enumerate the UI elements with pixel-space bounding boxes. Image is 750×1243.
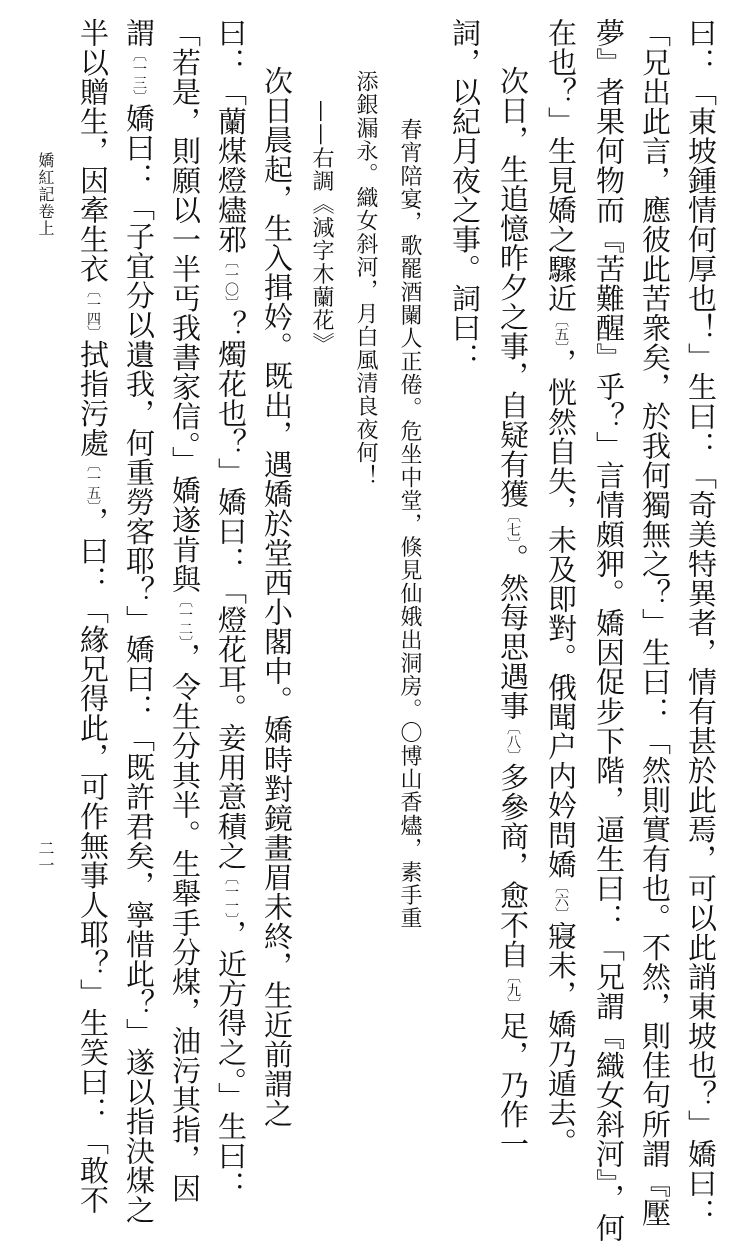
- text-run: ？燭花也？」嬌曰：: [214, 310, 248, 576]
- footnote-marker: 〔一〇〕: [223, 254, 239, 310]
- book-title: 嬌紅記卷上: [36, 152, 55, 237]
- text-run: 次日，生追憶昨夕之事，自疑有獲: [496, 66, 530, 509]
- text-run: 添銀漏永。織女斜河，月白風清良夜何！: [353, 70, 378, 488]
- poem-line: [354, 70, 376, 1106]
- text-run: ，曰：: [76, 506, 110, 595]
- text-run: 「東坡鍾情何厚也！」生曰：: [684, 77, 718, 461]
- text-column: [122, 18, 156, 1225]
- text-run: 曰：: [214, 18, 248, 77]
- footnote-marker: 〔七〕: [505, 508, 521, 544]
- text-run: 「兄出此言，應彼此苦衆矣，於我何獨無之？」生曰：: [638, 18, 672, 726]
- text-run: 「蘭煤燈燼邪: [214, 77, 248, 254]
- text-run: 在也？」生見嬌之驟近: [544, 18, 578, 313]
- footnote-marker: 〔一四〕: [85, 283, 101, 340]
- text-run: ——右調《減字木蘭花》: [309, 100, 334, 356]
- footnote-marker: 〔一一〕: [223, 870, 239, 920]
- text-column: [260, 66, 294, 1128]
- footnote-marker: 〔八〕: [505, 720, 521, 763]
- footnote-marker: 〔一三〕: [131, 47, 147, 104]
- tune-attribution: [310, 100, 332, 1136]
- text-run: 。然每思遇事: [496, 543, 530, 721]
- text-column: [544, 18, 578, 1157]
- poem-line: [398, 118, 420, 1154]
- text-run: 半以贈生，因牽生衣: [76, 18, 110, 284]
- text-run: 謂: [122, 18, 156, 48]
- text-column: [638, 18, 672, 1228]
- text-column: [592, 18, 626, 1243]
- text-run: 寢未，嬌乃遁去。: [544, 921, 578, 1157]
- text-run: 「奇美特異者，情有甚於此焉，可以此誚東坡也？」嬌曰：: [684, 460, 718, 1228]
- text-run: 「然則實有也。不然，則佳句所謂『壓: [638, 726, 672, 1228]
- text-run: 「敢不: [76, 1126, 110, 1215]
- footnote-marker: 〔九〕: [505, 969, 521, 1011]
- text-run: 詞，以紀月夜之事。詞曰：: [448, 18, 482, 372]
- footnote-marker: 〔一二〕: [177, 593, 193, 643]
- page-number-text: 二一: [36, 840, 55, 874]
- footnote-marker: 〔五〕: [553, 313, 569, 348]
- text-column: [496, 66, 530, 1159]
- footnote-marker: 〔六〕: [553, 879, 569, 921]
- text-run: 嬌曰：: [122, 103, 156, 192]
- running-header: [34, 152, 57, 237]
- text-column: [168, 18, 202, 1203]
- text-run: 「燈花耳。妾用意積之: [214, 575, 248, 871]
- text-run: ，令生分其半。生舉手分煤，油污其指，因: [168, 642, 202, 1203]
- text-run: 曰：: [684, 18, 718, 77]
- text-run: 「既許君矣，寧惜此？」遂以指決煤之: [122, 723, 156, 1225]
- text-run: 拭指污處: [76, 339, 110, 458]
- text-run: 「子宜分以遺我，何重勞客耶？」嬌曰：: [122, 192, 156, 723]
- page-number: [34, 840, 57, 874]
- text-run: 「緣兄得此，可作無事人耶？」生笑曰：: [76, 595, 110, 1126]
- text-column: [76, 18, 110, 1215]
- text-run: 多參商，愈不自: [496, 762, 530, 969]
- text-run: 足，乃作一: [496, 1011, 530, 1159]
- text-run: 「若是，則願以一半丐我書家信。」嬌遂肯與: [168, 18, 202, 594]
- text-run: 次日晨起，生入揖妗。既出，遇嬌於堂西小閣中。嬌時對鏡畫眉未終，生近前謂之: [260, 66, 294, 1128]
- footnote-marker: 〔一五〕: [85, 457, 101, 507]
- text-run: 夢』者果何物而『苦難醒』乎？」言情頗狎。嬌因促步下階，逼生曰：: [592, 18, 626, 933]
- text-column: [684, 18, 718, 1228]
- text-column: [448, 18, 482, 1054]
- text-run: ，恍然自失，未及即對。俄聞户内妗問嬌: [544, 348, 578, 879]
- text-run: 「兄謂『織女斜河』，何: [592, 932, 626, 1243]
- text-run: 春宵陪宴，歌罷酒闌人正倦。危坐中堂，倏見仙娥出洞房。〇博山香燼，素手重: [397, 118, 422, 930]
- text-run: ，近方得之。」生曰：: [214, 919, 248, 1200]
- text-column: [214, 18, 248, 1200]
